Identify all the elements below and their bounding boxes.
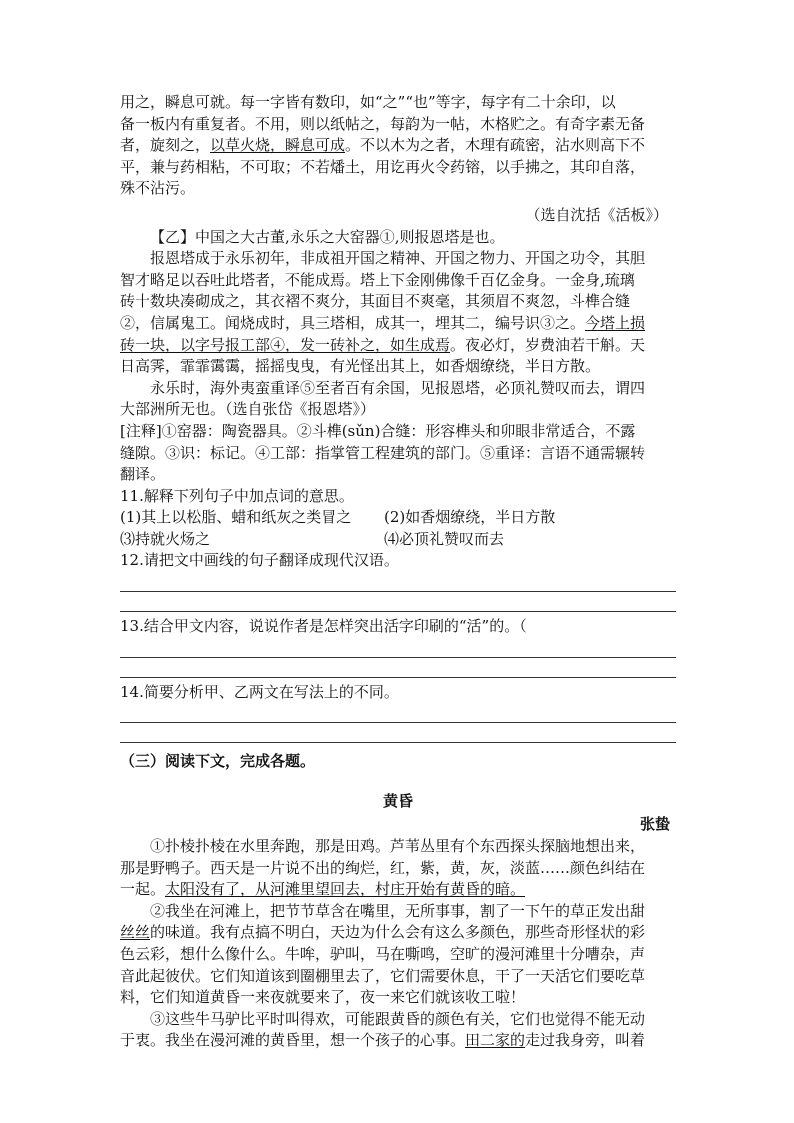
underlined-sentence: 砖一块，以字号报工部④，发一砖补之，如生成焉 [120, 335, 451, 354]
text-line: 报恩塔成于永乐初年，非成祖开国之精神、开国之物力、开国之功令，其胆 [150, 249, 646, 268]
sub-question: ⑷必顶礼赞叹而去 [384, 529, 505, 548]
text-run: 一起。 [120, 880, 166, 899]
text-line: 那是野鸭子。西天是一片说不出的绚烂，红，紫，黄，灰，淡蓝……颜色纠结在 [120, 858, 646, 877]
text-line: 平，兼与药相粘，不可取；不若燔土，用讫再火令药镕，以手拂之，其印自落， [120, 157, 646, 176]
questions [120, 486, 676, 744]
sub-question: ⑶持就火炀之 [120, 529, 211, 548]
text-run: 者，旋刻之， [120, 136, 211, 155]
underlined-sentence: 以草火烧，瞬息可成 [210, 136, 346, 155]
article-author: 张蛰 [639, 815, 670, 834]
text-line [120, 922, 676, 944]
text-line: ①扑棱扑棱在水里奔跑，那是田鸡。芦苇丛里有个东西探头探脑地想出来， [150, 837, 646, 856]
answer-line[interactable] [120, 572, 676, 592]
note-line: 缝隙。③识：标记。④工部：指掌管工程建筑的部门。⑤重译：言语不通需辗转 [120, 443, 646, 462]
note-line: 翻译。 [120, 465, 166, 484]
text-line: 砖十数块凑砌成之，其衣褶不爽分，其面目不爽毫，其须眉不爽忽，斗榫合缝 [120, 292, 631, 311]
text-run: 。夜必灯，岁费油若干斛。天 [450, 335, 646, 354]
question-11: 11.解释下列句子中加点词的意思。 [120, 486, 354, 505]
text-run: 于衷。我坐在漫河滩的黄昏里，想一个孩子的心事。 [120, 1031, 466, 1050]
article-title: 黄昏 [382, 791, 413, 810]
text-line: 永乐时，海外夷蛮重译⑤至者百有余国，见报恩塔，必顶礼赞叹而去，谓四 [150, 378, 646, 397]
underlined-word: 田二家的 [465, 1031, 526, 1050]
passage-yi [120, 227, 676, 421]
passage-intro: 【乙】中国之大古董,永乐之大窑器①,则报恩塔是也。 [150, 227, 505, 246]
text-line: 智才略足以吞吐此塔者，不能成焉。塔上下金刚佛像千百亿金身。一金身,琉璃 [120, 270, 635, 289]
text-run: 走过我身旁，叫着 [525, 1031, 646, 1050]
question-12: 12.请把文中画线的句子翻译成现代汉语。 [120, 551, 399, 570]
text-line [120, 879, 676, 901]
source-citation: （选自沈括《活板》） [525, 205, 668, 224]
section-heading: （三）阅读下文，完成各题。 [120, 752, 316, 771]
answer-line[interactable] [120, 592, 676, 612]
text-line [120, 1030, 676, 1052]
text-run: ②，信属鬼工。闻烧成时，具三塔相，成其一，埋其二，编号识③之。 [120, 313, 586, 332]
underlined-sentence: 太阳没有了，从河滩里望回去，村庄开始有黄昏的暗。 [165, 880, 526, 899]
section-3 [120, 751, 676, 1052]
question-13: 13.结合甲文内容，说说作者是怎样突出活字印刷的“活”的。（ [120, 617, 527, 636]
text-line [120, 335, 676, 357]
answer-line[interactable] [120, 723, 676, 743]
text-line: ③这些牛马驴比平时叫得欢，可能跟黄昏的颜色有关，它们也觉得不能无动 [150, 1009, 646, 1028]
note-line: [注释]①窑器：陶瓷器具。②斗榫(sǔn)合缝：形容榫头和卯眼非常适合，不露 [120, 421, 636, 440]
text-line [120, 135, 676, 157]
answer-line[interactable] [120, 703, 676, 723]
text-run: 。不以木为之者，木理有疏密，沾水则高下不 [345, 136, 646, 155]
underlined-sentence: 今塔上损 [585, 313, 646, 332]
answer-line[interactable] [120, 638, 676, 658]
answer-line[interactable] [120, 658, 676, 678]
text-line: 殊不沾污。 [120, 179, 196, 198]
text-line: ②我坐在河滩上，把节节草含在嘴里，无所事事，割了一下午的草正发出甜 [150, 901, 646, 920]
sub-question: (1)其上以松脂、蜡和纸灰之类冒之 [120, 508, 352, 527]
question-11-row-1 [120, 507, 676, 529]
sub-question: (2)如香烟缭绕，半日方散 [384, 508, 556, 527]
passage-jia-tail [120, 92, 676, 227]
text-line: 音此起彼伏。它们知道该到圈棚里去了，它们需要休息，干了一天活它们要吃草 [120, 966, 646, 985]
text-line: 大部洲所无也。（选自张岱《报恩塔》） [120, 400, 376, 419]
text-line: 料，它们知道黄昏一来夜就要来了，夜一来它们就该收工啦！ [120, 988, 526, 1007]
text-run: 的味道。我有点搞不明白，天边为什么会有这么多颜色，那些奇形怪状的彩 [150, 923, 646, 942]
text-line: 色云彩，想什么像什么。牛哞，驴叫，马在嘶鸣，空旷的漫河滩里十分嘈杂，声 [120, 945, 646, 963]
text-line: 备一板内有重复者。不用，则以纸帖之，每韵为一帖，木格贮之。有奇字素无备 [120, 114, 646, 133]
text-line [120, 313, 676, 335]
underlined-word: 丝丝 [120, 923, 151, 942]
question-14: 14.简要分析甲、乙两文在写法上的不同。 [120, 682, 399, 701]
question-11-row-2 [120, 529, 676, 551]
annotations [120, 421, 676, 486]
exam-page [120, 92, 676, 1052]
text-line: 用之，瞬息可就。每一字皆有数印，如“之”“也”等字，每字有二十余印，以 [120, 93, 616, 111]
text-line: 日高霁，霏霏霭霭，摇摇曳曳，有光怪出其上，如香烟缭绕，半日方散。 [120, 357, 601, 376]
